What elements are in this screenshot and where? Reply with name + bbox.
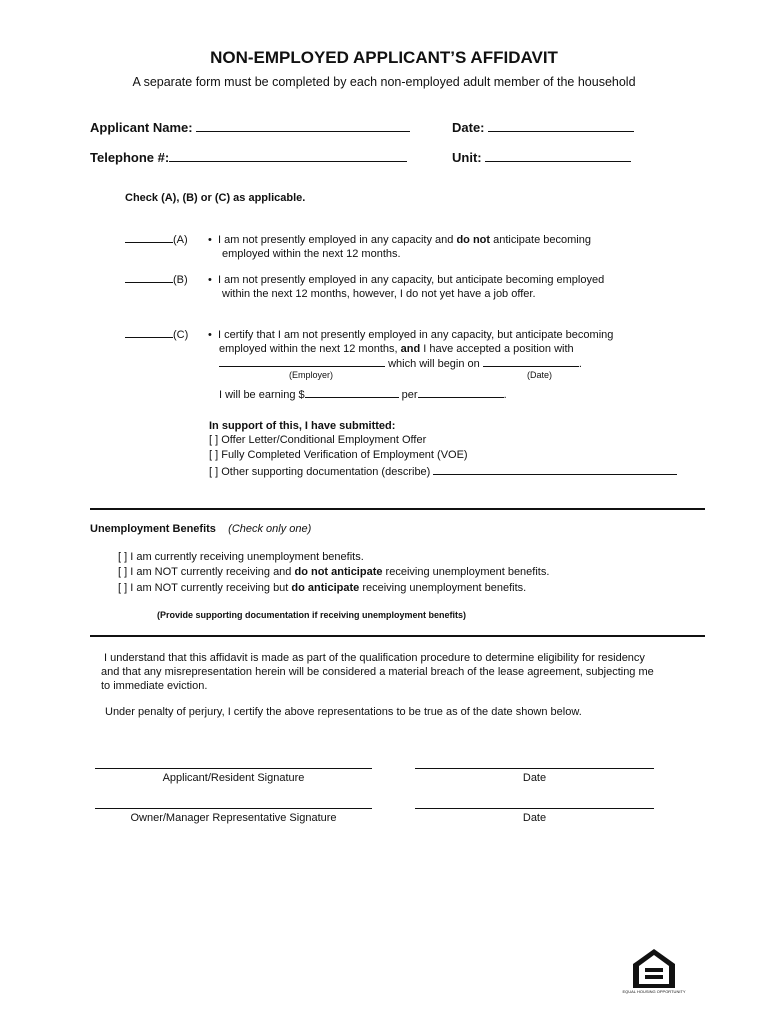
earning-line: I will be earning $ per . — [219, 389, 507, 401]
option-c-text-pre: employed within the next 12 months, — [219, 343, 401, 355]
certification-line-2: and that any misrepresentation herein will be considered a material breach of the lease agreement, subjecting me — [101, 666, 654, 678]
option-c-blank[interactable] — [125, 328, 173, 338]
option-a-text-line1 — [208, 234, 591, 246]
owner-signature-label: Owner/Manager Representative Signature — [130, 812, 337, 824]
telephone-label: Telephone #: — [90, 150, 170, 165]
option-b-marker[interactable] — [125, 273, 188, 286]
unemployment-heading: Unemployment Benefits — [90, 523, 216, 535]
per-label: per — [401, 389, 418, 401]
option-c-label: (C) — [173, 329, 189, 341]
bullet-icon: • — [208, 329, 212, 341]
telephone-line[interactable] — [169, 149, 407, 162]
option-a-text-bold: do not — [456, 234, 491, 246]
logo-text: EQUAL HOUSING OPPORTUNITY — [622, 989, 686, 994]
option-b-text-line2: within the next 12 months, however, I do not yet have a job offer. — [222, 288, 536, 300]
applicant-signature-line[interactable] — [95, 768, 372, 769]
option-b-label: (B) — [173, 274, 188, 286]
date-label: Date: — [452, 120, 485, 135]
instruction: Check (A), (B) or (C) as applicable. — [125, 192, 306, 204]
option-a-text-post: anticipate becoming — [490, 234, 591, 246]
option-b-text-line1 — [208, 274, 604, 286]
owner-signature-line[interactable] — [95, 808, 372, 809]
option-c-text: I certify that I am not presently employed in any capacity, but anticipate becoming — [217, 329, 614, 341]
option-c-text-post: I have accepted a position with — [420, 343, 574, 355]
unit-line[interactable] — [485, 149, 631, 162]
certification-line-3: to immediate eviction. — [101, 680, 208, 692]
equal-housing-opportunity-icon-svg — [622, 948, 686, 998]
unemployment-item2-pre: [ ] I am NOT currently receiving and — [118, 566, 295, 578]
support-item-voe[interactable]: [ ] Fully Completed Verification of Employment (VOE) — [209, 449, 468, 461]
begin-on-text: which will begin on — [388, 358, 480, 370]
option-c-text-line3: which will begin on . — [219, 357, 582, 370]
bullet-icon: • — [208, 234, 212, 246]
support-item-offer-letter[interactable]: [ ] Offer Letter/Conditional Employment Offer — [209, 434, 427, 446]
owner-date-line[interactable] — [415, 808, 654, 809]
option-b-text: I am not presently employed in any capacity, but anticipate becoming employed — [217, 274, 605, 286]
applicant-name-field[interactable] — [90, 119, 410, 135]
unemployment-item-receiving[interactable]: [ ] I am currently receiving unemployment benefits. — [118, 551, 364, 563]
unemployment-header — [90, 523, 311, 535]
unit-field[interactable] — [452, 149, 631, 165]
unemployment-item-anticipate[interactable] — [118, 582, 526, 594]
support-item-other[interactable] — [209, 465, 677, 478]
applicant-name-label: Applicant Name: — [90, 120, 193, 135]
employer-line[interactable] — [219, 357, 385, 367]
option-a-text-pre: I am not presently employed in any capacity and — [217, 234, 457, 246]
bullet-icon: • — [208, 274, 212, 286]
unemployment-item2-bold: do not anticipate — [294, 566, 383, 578]
date-caption: (Date) — [527, 370, 553, 380]
unemployment-item3-post: receiving unemployment benefits. — [359, 582, 527, 594]
unemployment-item3-bold: do anticipate — [291, 582, 360, 594]
certification-line-1: I understand that this affidavit is made as part of the qualification procedure to determine eligibility for residency — [104, 652, 645, 664]
unemployment-item2-post: receiving unemployment benefits. — [382, 566, 550, 578]
provide-documentation-note: (Provide supporting documentation if receiving unemployment benefits) — [157, 610, 467, 620]
option-a-marker[interactable] — [125, 233, 188, 246]
section-divider — [90, 635, 705, 637]
section-divider — [90, 508, 705, 510]
equal-housing-opportunity-icon — [622, 948, 686, 998]
perjury-statement: Under penalty of perjury, I certify the above representations to be true as of the date shown below. — [105, 706, 582, 718]
option-a-blank[interactable] — [125, 233, 173, 243]
other-description-line[interactable] — [433, 465, 677, 475]
option-c-text-bold: and — [400, 343, 421, 355]
date-line[interactable] — [488, 119, 634, 132]
owner-date-label: Date — [522, 812, 547, 824]
option-c-marker[interactable] — [125, 328, 188, 341]
option-c-text-line1 — [208, 329, 613, 341]
option-b-blank[interactable] — [125, 273, 173, 283]
option-a-label: (A) — [173, 234, 188, 246]
earning-period-line[interactable] — [418, 388, 504, 398]
employer-caption: (Employer) — [289, 370, 334, 380]
unemployment-item-not-anticipate[interactable] — [118, 566, 549, 578]
support-item-other-label: [ ] Other supporting documentation (describe) — [209, 466, 431, 478]
applicant-date-line[interactable] — [415, 768, 654, 769]
applicant-name-line[interactable] — [196, 119, 410, 132]
applicant-date-label: Date — [522, 772, 547, 784]
telephone-field[interactable] — [90, 149, 407, 165]
option-a-text-line2: employed within the next 12 months. — [222, 248, 401, 260]
page-title: NON-EMPLOYED APPLICANT’S AFFIDAVIT — [210, 48, 558, 67]
date-field[interactable] — [452, 119, 634, 135]
unemployment-item3-pre: [ ] I am NOT currently receiving but — [118, 582, 292, 594]
page-subtitle: A separate form must be completed by each non-employed adult member of the household — [132, 75, 636, 89]
earning-label: I will be earning $ — [219, 389, 305, 401]
unemployment-note: (Check only one) — [228, 523, 312, 535]
unit-label: Unit: — [452, 150, 482, 165]
earning-amount-line[interactable] — [305, 388, 399, 398]
begin-date-line[interactable] — [483, 357, 579, 367]
applicant-signature-label: Applicant/Resident Signature — [162, 772, 305, 784]
option-c-text-line2 — [219, 343, 574, 355]
support-heading: In support of this, I have submitted: — [209, 420, 396, 432]
